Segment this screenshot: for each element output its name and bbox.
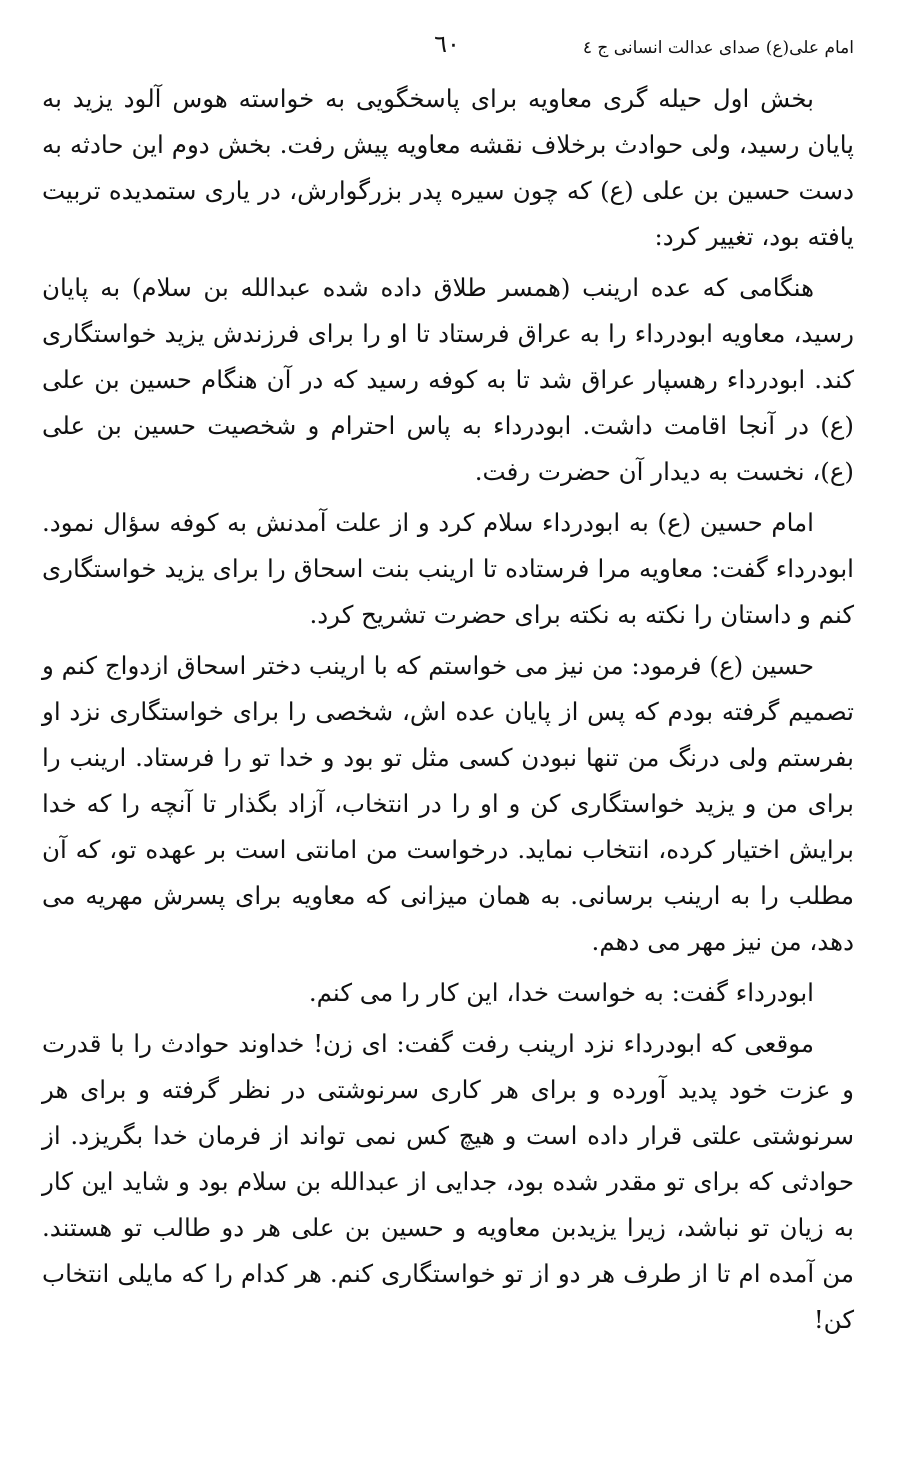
paragraph: هنگامی که عده ارینب (همسر طلاق داده شده عبدالله بن سلام) به پایان رسید، معاویه ابودرداء را به عراق فرستاد تا او را برای فرزندش یزید خواستگاری کند. ابودرداء رهسپار عراق شد تا به کوفه رسید که در آن هنگام حسین بن علی (ع) در آنجا اقامت داشت. ابودرداء به پاس احترام و شخصیت حسین بن علی (ع)، نخست به دیدار آن حضرت رفت.: [42, 273, 854, 486]
page-number: ٦٠: [434, 30, 460, 58]
body-text: [42, 76, 854, 1343]
page-header: [42, 0, 854, 76]
paragraph: بخش اول حیله گری معاویه برای پاسخگویی به خواسته هوس آلود یزید به پایان رسید، ولی حوادث برخلاف نقشه معاویه پیش رفت. بخش دوم این حادثه به دست حسین بن علی (ع) که چون سیره پدر بزرگوارش، در یاری ستمدیده تربیت یافته بود، تغییر کرد:: [42, 84, 854, 251]
paragraph: موقعی که ابودرداء نزد ارینب رفت گفت: ای زن! خداوند حوادث را با قدرت و عزت خود پدید آورده و برای هر کاری سرنوشتی در نظر گرفته و برای هر سرنوشتی علتی قرار داده است و هیچ کس نمی تواند از فرمان خدا بگریزد. از حوادثی که برای تو مقدر شده بود، جدایی از عبدالله بن سلام بود و شاید این کار به زیان تو نباشد، زیرا یزیدبن معاویه و حسین بن علی هر دو طالب تو هستند. من آمده ام تا از طرف هر دو از تو خواستگاری کنم. هر کدام را که مایلی انتخاب کن!: [42, 1029, 854, 1334]
running-header-title: امام علی(ع) صدای عدالت انسانی ج ٤: [582, 38, 854, 58]
paragraph: ابودرداء گفت: به خواست خدا، این کار را می کنم.: [308, 978, 814, 1007]
paragraph: حسین (ع) فرمود: من نیز می خواستم که با ارینب دختر اسحاق ازدواج کنم و تصمیم گرفته بودم که پس از پایان عده اش، شخصی را برای خواستگاری نزد او بفرستم ولی درنگ من تنها نبودن کسی مثل تو بود و خدا تو را فرستاد. ارینب را برای من و یزید خواستگاری کن و او را در انتخاب، آزاد بگذار تا آنچه را که خدا برایش اختیار کرده، انتخاب نماید. درخواست من امانتی است بر عهده تو، که آن مطلب را به ارینب برسانی. به همان میزانی که معاویه برای پسرش مهریه می دهد، من نیز مهر می دهم.: [42, 651, 854, 956]
paragraph: امام حسین (ع) به ابودرداء سلام کرد و از علت آمدنش به کوفه سؤال نمود. ابودرداء گفت: معاویه مرا فرستاده تا ارینب بنت اسحاق را برای یزید خواستگاری کنم و داستان را نکته به نکته برای حضرت تشریح کرد.: [42, 508, 854, 629]
